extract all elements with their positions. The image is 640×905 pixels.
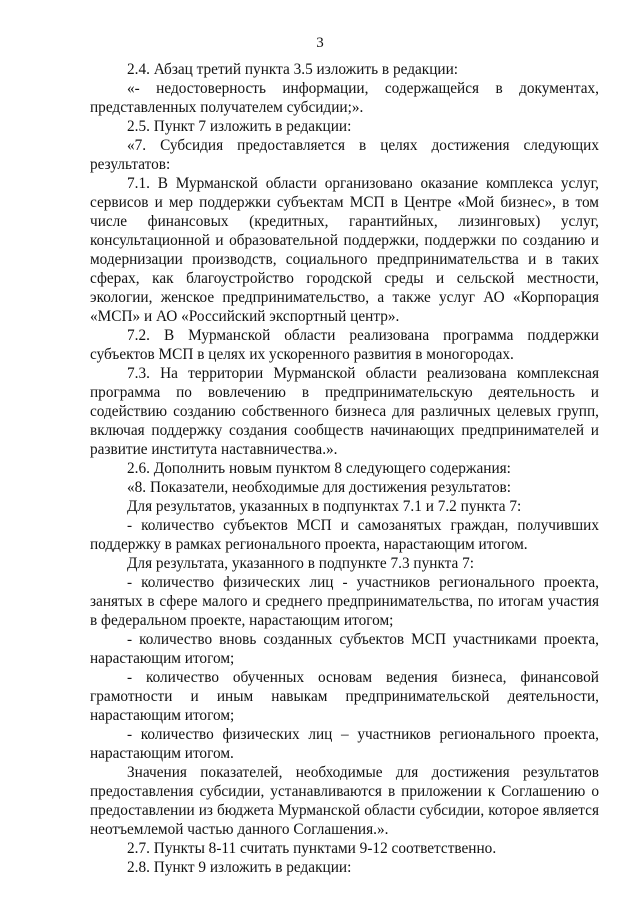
paragraph-7: «7. Субсидия предоставляется в целях достижения следующих результатов: [90,137,599,173]
paragraph-2-4-text: «- недостоверность информации, содержащейся в документах, представленных получателем субсидии;». [90,80,599,116]
paragraph-2-6: 2.6. Дополнить новым пунктом 8 следующего содержания: [127,460,511,477]
paragraph-2-7: 2.7. Пункты 8-11 считать пунктами 9-12 соответственно. [127,840,497,857]
paragraph-2-5: 2.5. Пункт 7 изложить в редакции: [127,118,352,135]
indicator-item: - количество субъектов МСП и самозанятых граждан, получивших поддержку в рамках регионального проекта, нарастающим итогом. [90,517,599,553]
indicator-item: - количество вновь созданных субъектов МСП участниками проекта, нарастающим итогом; [90,631,599,667]
paragraph-8: «8. Показатели, необходимые для достижения результатов: [127,479,512,496]
paragraph-results-7-1-7-2: Для результатов, указанных в подпунктах 7.1 и 7.2 пункта 7: [127,498,522,515]
paragraph-indicator-values: Значения показателей, необходимые для достижения результатов предоставления субсидии, устанавливаются в приложении к Соглашению о предоставлении из бюджета Мурманской области субсидии, которое является неотъемлемой частью данного Соглашения.». [90,764,599,838]
paragraph-2-4: 2.4. Абзац третий пункта 3.5 изложить в редакции: [127,61,459,78]
paragraph-7-1: 7.1. В Мурманской области организовано оказание комплекса услуг, сервисов и мер поддержки субъектам МСП в Центре «Мой бизнес», в том числе финансовых (кредитных, гарантийных, лизинговых) услуг, консультационной и образовательной поддержки, поддержки по созданию и модернизации производств, социального предпринимательства и в таких сферах, как благоустройство городской среды и сельской местности, экологии, женское предпринимательство, а также услуг АО «Корпорация «МСП» и АО «Российский экспортный центр». [90,175,599,325]
indicator-item: - количество обученных основам ведения бизнеса, финансовой грамотности и иным навыкам предпринимательской деятельности, нарастающим итогом; [90,669,599,724]
document-body [90,60,599,877]
paragraph-2-8: 2.8. Пункт 9 изложить в редакции: [127,859,352,876]
paragraph-7-2: 7.2. В Мурманской области реализована программа поддержки субъектов МСП в целях их ускоренного развития в моногородах. [90,327,599,363]
page-number: 3 [316,35,324,51]
paragraph-7-3: 7.3. На территории Мурманской области реализована комплексная программа по вовлечению в предпринимательскую деятельность и содействию созданию собственного бизнеса для различных целевых групп, включая поддержку создания сообществ начинающих предпринимателей и развитие института наставничества.». [90,365,599,458]
indicator-item: - количество физических лиц – участников регионального проекта, нарастающим итогом. [90,726,599,762]
paragraph-results-7-3: Для результата, указанного в подпункте 7.3 пункта 7: [127,555,475,572]
indicator-item: - количество физических лиц - участников регионального проекта, занятых в сфере малого и среднего предпринимательства, по итогам участия в федеральном проекте, нарастающим итогом; [90,574,599,629]
